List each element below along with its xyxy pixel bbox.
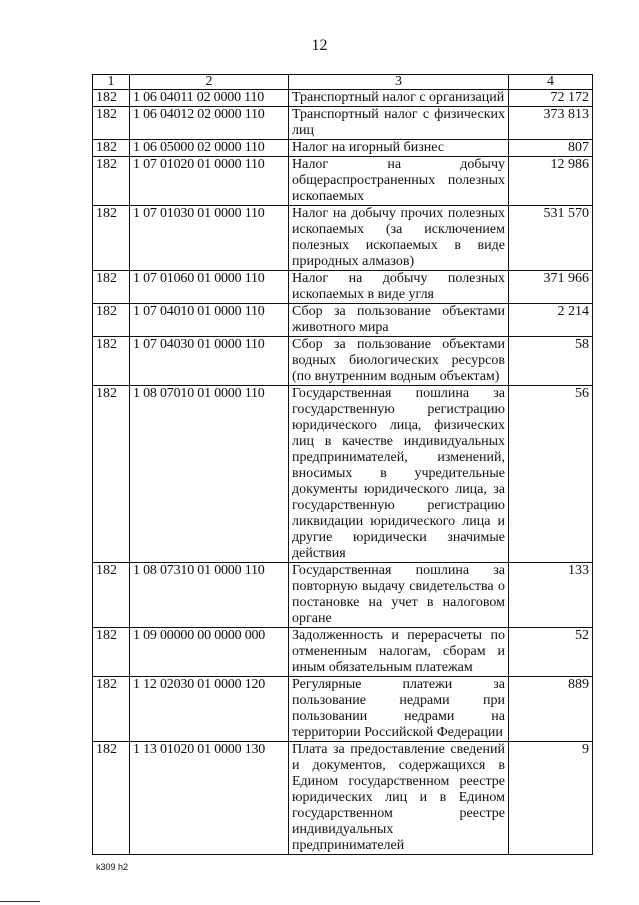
admin-code-cell: 182 (93, 157, 130, 206)
column-header-4: 4 (509, 75, 593, 90)
table-row (93, 206, 593, 271)
table-row (93, 742, 593, 855)
revenue-name-cell: Налог на добычу прочих полезных ископаемых (за исключением полезных ископаемых в виде природных алмазов) (289, 206, 509, 271)
admin-code-cell: 182 (93, 386, 130, 563)
table-header-row (93, 75, 593, 90)
table-row (93, 90, 593, 107)
amount-cell: 807 (509, 140, 593, 157)
column-header-2: 2 (130, 75, 289, 90)
budget-code-cell: 1 09 00000 00 0000 000 (130, 628, 289, 677)
table-row (93, 271, 593, 304)
budget-code-cell: 1 06 04011 02 0000 110 (130, 90, 289, 107)
amount-cell: 56 (509, 386, 593, 563)
amount-cell: 373 813 (509, 107, 593, 140)
budget-code-cell: 1 07 01030 01 0000 110 (130, 206, 289, 271)
budget-code-cell: 1 06 04012 02 0000 110 (130, 107, 289, 140)
admin-code-cell: 182 (93, 742, 130, 855)
column-header-1: 1 (93, 75, 130, 90)
admin-code-cell: 182 (93, 206, 130, 271)
revenue-name-cell: Плата за предоставление сведений и документов, содержащихся в Едином государственном реестре юридических лиц и в Едином государственном реестре индивидуальных предпринимателей (289, 742, 509, 855)
admin-code-cell: 182 (93, 337, 130, 386)
revenue-name-cell: Сбор за пользование объектами животного мира (289, 304, 509, 337)
table-row (93, 677, 593, 742)
table-row (93, 140, 593, 157)
bottom-rule (0, 901, 40, 902)
amount-cell: 371 966 (509, 271, 593, 304)
budget-code-cell: 1 06 05000 02 0000 110 (130, 140, 289, 157)
admin-code-cell: 182 (93, 563, 130, 628)
admin-code-cell: 182 (93, 90, 130, 107)
budget-code-cell: 1 07 04030 01 0000 110 (130, 337, 289, 386)
budget-code-cell: 1 07 01020 01 0000 110 (130, 157, 289, 206)
budget-code-cell: 1 07 04010 01 0000 110 (130, 304, 289, 337)
column-header-3: 3 (289, 75, 509, 90)
amount-cell: 58 (509, 337, 593, 386)
budget-code-cell: 1 12 02030 01 0000 120 (130, 677, 289, 742)
document-code: k309 h2 (96, 862, 129, 872)
admin-code-cell: 182 (93, 677, 130, 742)
amount-cell: 72 172 (509, 90, 593, 107)
budget-code-cell: 1 07 01060 01 0000 110 (130, 271, 289, 304)
revenue-name-cell: Государственная пошлина за государственную регистрацию юридического лица, физических лиц в качестве индивидуальных предпринимателей, изменений, вносимых в учредительные документы юридического лица, за государственную регистрацию ликвидации юридического лица и другие юридически значимые действия (289, 386, 509, 563)
amount-cell: 889 (509, 677, 593, 742)
revenue-name-cell: Налог на игорный бизнес (289, 140, 509, 157)
table-row (93, 386, 593, 563)
table-row (93, 337, 593, 386)
revenue-name-cell: Государственная пошлина за повторную выдачу свидетельства о постановке на учет в налоговом органе (289, 563, 509, 628)
amount-cell: 52 (509, 628, 593, 677)
budget-code-cell: 1 13 01020 01 0000 130 (130, 742, 289, 855)
amount-cell: 12 986 (509, 157, 593, 206)
revenue-name-cell: Сбор за пользование объектами водных биологических ресурсов (по внутренним водным объектам) (289, 337, 509, 386)
revenue-name-cell: Задолженность и перерасчеты по отмененным налогам, сборам и иным обязательным платежам (289, 628, 509, 677)
table-row (93, 107, 593, 140)
page-number: 12 (311, 37, 328, 54)
budget-code-cell: 1 08 07010 01 0000 110 (130, 386, 289, 563)
admin-code-cell: 182 (93, 271, 130, 304)
revenue-name-cell: Регулярные платежи за пользование недрами при пользовании недрами на территории Российской Федерации (289, 677, 509, 742)
revenue-name-cell: Налог на добычу общераспространенных полезных ископаемых (289, 157, 509, 206)
revenue-name-cell: Транспортный налог с организаций (289, 90, 509, 107)
revenue-name-cell: Транспортный налог с физических лиц (289, 107, 509, 140)
admin-code-cell: 182 (93, 140, 130, 157)
amount-cell: 133 (509, 563, 593, 628)
table-row (93, 157, 593, 206)
table-row (93, 628, 593, 677)
budget-code-cell: 1 08 07310 01 0000 110 (130, 563, 289, 628)
budget-revenue-table (92, 74, 593, 855)
amount-cell: 9 (509, 742, 593, 855)
admin-code-cell: 182 (93, 304, 130, 337)
admin-code-cell: 182 (93, 107, 130, 140)
admin-code-cell: 182 (93, 628, 130, 677)
amount-cell: 531 570 (509, 206, 593, 271)
table-row (93, 563, 593, 628)
table-body (93, 90, 593, 855)
table-row (93, 304, 593, 337)
amount-cell: 2 214 (509, 304, 593, 337)
revenue-name-cell: Налог на добычу полезных ископаемых в виде угля (289, 271, 509, 304)
